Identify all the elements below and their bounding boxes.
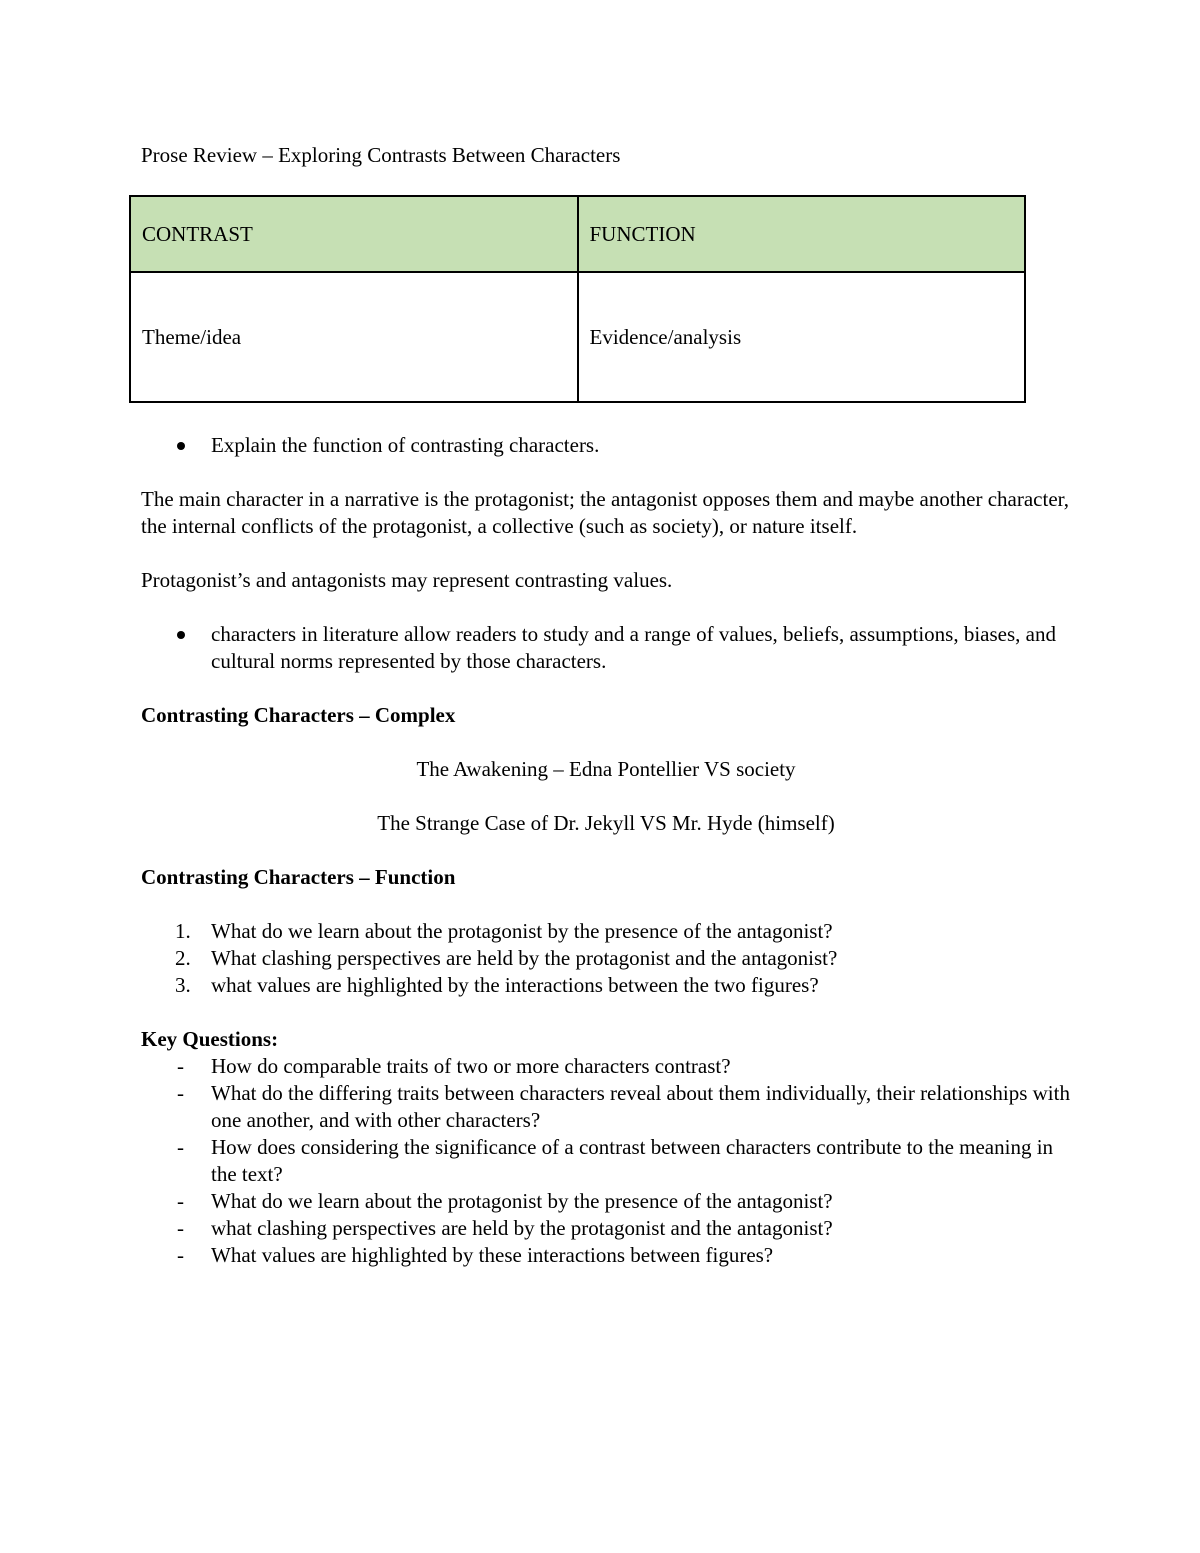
heading-function: Contrasting Characters – Function: [141, 865, 456, 889]
bullet-item: characters in literature allow readers to study and a range of values, beliefs, assumptions, biases, and cultural norms represented by those characters.: [141, 621, 1071, 675]
list-item: [141, 1242, 1071, 1269]
list-item: [141, 1053, 1071, 1080]
table-header-contrast: CONTRAST: [130, 196, 578, 272]
paragraph-protagonist: The main character in a narrative is the protagonist; the antagonist opposes them and maybe another character, the internal conflicts of the protagonist, a collective (such as society), or nature itself.: [141, 487, 1070, 538]
heading-key-questions: Key Questions:: [141, 1027, 279, 1051]
dash-marker: -: [177, 1135, 184, 1159]
list-number: 2.: [175, 946, 191, 970]
bullet-list-2: [141, 621, 1071, 675]
bullet-item: Explain the function of contrasting characters.: [141, 432, 1071, 459]
list-number: 3.: [175, 973, 191, 997]
list-item: [141, 1215, 1071, 1242]
bullet-list-1: [141, 432, 1071, 459]
list-item: [141, 1188, 1071, 1215]
table-cell-theme: Theme/idea: [130, 272, 578, 402]
example-awakening: The Awakening – Edna Pontellier VS society: [416, 757, 796, 781]
dash-marker: -: [177, 1243, 184, 1267]
list-item: [141, 1080, 1071, 1134]
dash-marker: -: [177, 1054, 184, 1078]
list-item: [141, 918, 1071, 945]
document-header: [141, 142, 1071, 169]
list-item-text: what values are highlighted by the interactions between the two figures?: [211, 973, 819, 997]
key-question-list: [141, 1053, 1071, 1269]
dash-marker: -: [177, 1081, 184, 1105]
dash-marker: -: [177, 1189, 184, 1213]
table-row: [130, 272, 1025, 402]
contrast-function-table: [129, 195, 1026, 403]
list-item: [141, 945, 1071, 972]
table-header-row: [130, 196, 1025, 272]
heading-complex: Contrasting Characters – Complex: [141, 703, 456, 727]
document-body: [141, 432, 1071, 1269]
list-item-text: What do we learn about the protagonist by the presence of the antagonist?: [211, 919, 833, 943]
list-item-text: How do comparable traits of two or more characters contrast?: [211, 1054, 731, 1078]
dash-marker: -: [177, 1216, 184, 1240]
list-item-text: What do the differing traits between characters reveal about them individually, their relationships with one another, and with other characters?: [211, 1081, 1070, 1132]
list-item: [141, 972, 1071, 999]
list-item-text: What do we learn about the protagonist by the presence of the antagonist?: [211, 1189, 833, 1213]
paragraph-contrasting-values: Protagonist’s and antagonists may represent contrasting values.: [141, 568, 673, 592]
list-item-text: What values are highlighted by these interactions between figures?: [211, 1243, 774, 1267]
document-title: Prose Review – Exploring Contrasts Between Characters: [141, 143, 621, 167]
list-item-text: what clashing perspectives are held by the protagonist and the antagonist?: [211, 1216, 833, 1240]
function-question-list: [141, 918, 1071, 999]
list-item-text: What clashing perspectives are held by the protagonist and the antagonist?: [211, 946, 838, 970]
list-item-text: How does considering the significance of a contrast between characters contribute to the meaning in the text?: [211, 1135, 1054, 1186]
table-cell-evidence: Evidence/analysis: [578, 272, 1026, 402]
table-header-function: FUNCTION: [578, 196, 1026, 272]
list-item: [141, 1134, 1071, 1188]
example-jekyll: The Strange Case of Dr. Jekyll VS Mr. Hyde (himself): [377, 811, 835, 835]
list-number: 1.: [175, 919, 191, 943]
